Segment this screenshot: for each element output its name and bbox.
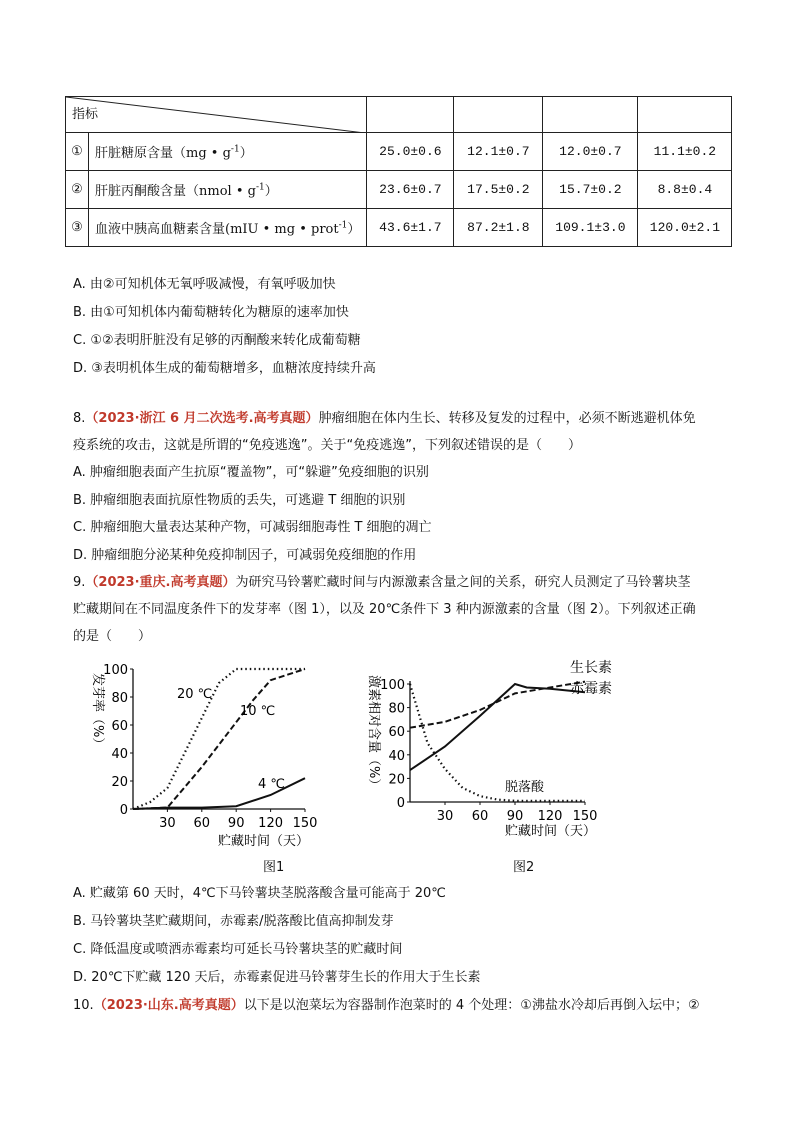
q8-option-b: B. 肿瘤细胞表面抗原性物质的丢失，可逃避 T 细胞的识别	[73, 493, 406, 508]
row-index: ①	[66, 133, 89, 171]
table-header-diagonal-cell	[66, 97, 367, 133]
fig1-label-20c: 20 ℃	[177, 687, 213, 702]
x-tick-label: 90	[506, 809, 524, 824]
cell-value: 12.0±0.7	[543, 133, 638, 171]
fig1-ylabel: 发芽率（%）	[90, 673, 105, 751]
q8-option-c: C. 肿瘤细胞大量表达某种产物，可减弱细胞毒性 T 细胞的凋亡	[73, 520, 432, 535]
table-row	[66, 133, 732, 171]
q7-option-b: B. 由①可知机体内葡萄糖转化为糖原的速率加快	[73, 305, 349, 320]
x-tick-label: 30	[436, 809, 454, 824]
q9-stem-line2: 贮藏期间在不同温度条件下的发芽率（图 1），以及 20℃条件下 3 种内源激素的含量（图 2）。下列叙述正确	[73, 602, 696, 617]
cell-value: 11.1±0.2	[638, 133, 732, 171]
fig2-ylabel: 激素相对含量（%）	[366, 675, 381, 792]
figure-2-chart	[360, 655, 650, 855]
q8-stem-line1	[73, 407, 696, 426]
cell-value: 87.2±1.8	[454, 209, 543, 247]
series-line-2	[410, 684, 585, 770]
y-tick-label: 40	[111, 747, 128, 762]
q10-source: （2023·山东.高考真题）	[93, 998, 244, 1013]
q9-number: 9.	[73, 575, 86, 590]
cell-value: 12.1±0.7	[454, 133, 543, 171]
y-tick-label: 100	[380, 678, 405, 693]
q8-number: 8.	[73, 411, 86, 426]
fig2-xlabel: 贮藏时间（天）	[505, 824, 597, 839]
fig2-label-auxin: 生长素	[570, 660, 612, 676]
row-index: ②	[66, 171, 89, 209]
table-row	[66, 209, 732, 247]
table-header-col4	[638, 97, 732, 133]
y-tick-label: 20	[388, 772, 405, 788]
diagonal-line	[66, 97, 365, 133]
q9-option-b: B. 马铃薯块茎贮藏期间，赤霉素/脱落酸比值高抑制发芽	[73, 914, 394, 929]
fig1-xlabel: 贮藏时间（天）	[218, 834, 310, 849]
y-tick-label: 0	[396, 796, 405, 811]
y-tick-label: 100	[103, 663, 128, 678]
fig2-label-aba: 脱落酸	[505, 780, 545, 795]
fig1-label-10c: 10 ℃	[240, 704, 276, 719]
q8-text1: 肿瘤细胞在体内生长、转移及复发的过程中，必须不断逃避机体免	[318, 411, 696, 426]
x-tick-label: 60	[193, 816, 211, 831]
row-indicator: 肝脏糖原含量（mg • $g^{-1}$）	[89, 133, 367, 171]
table-header-label: 指标	[72, 107, 99, 122]
x-tick-label: 90	[227, 816, 245, 831]
fig1-label-4c: 4 ℃	[258, 777, 286, 792]
row-indicator: 血液中胰高血糖素含量(mIU • mg • prot$^{-1}$）	[89, 209, 367, 247]
cell-value: 43.6±1.7	[367, 209, 454, 247]
cell-value: 8.8±0.4	[638, 171, 732, 209]
q7-option-a: A. 由②可知机体无氧呼吸减慢，有氧呼吸加快	[73, 277, 336, 292]
q10-text1: 以下是以泡菜坛为容器制作泡菜时的 4 个处理：①沸盐水冷却后再倒入坛中；②	[243, 998, 700, 1013]
x-tick-label: 150	[292, 816, 318, 831]
x-tick-label: 120	[537, 809, 563, 824]
data-table	[65, 96, 732, 247]
cell-value: 109.1±3.0	[543, 209, 638, 247]
q9-option-c: C. 降低温度或喷洒赤霉素均可延长马铃薯块茎的贮藏时间	[73, 942, 403, 957]
x-tick-label: 30	[159, 816, 176, 831]
table-header-col1	[367, 97, 454, 133]
cell-value: 25.0±0.6	[367, 133, 454, 171]
q8-source: （2023·浙江 6 月二次选考.高考真题）	[85, 411, 319, 426]
x-tick-label: 150	[572, 809, 598, 824]
y-tick-label: 0	[119, 803, 128, 818]
q8-option-a: A. 肿瘤细胞表面产生抗原“覆盖物”，可“躲避”免疫细胞的识别	[73, 465, 429, 480]
cell-value: 23.6±0.7	[367, 171, 454, 209]
y-tick-label: 60	[111, 719, 128, 734]
y-tick-label: 60	[388, 725, 405, 741]
q8-option-d: D. 肿瘤细胞分泌某种免疫抑制因子，可减弱免疫细胞的作用	[73, 548, 417, 563]
table-header-row	[66, 97, 732, 133]
cell-value: 120.0±2.1	[638, 209, 732, 247]
q8-stem-line2: 疫系统的攻击，这就是所谓的“免疫逃逸”。关于“免疫逃逸”，下列叙述错误的是（ ）	[73, 438, 581, 453]
q10-number: 10.	[73, 998, 94, 1013]
q7-option-c: C. ①②表明肝脏没有足够的丙酮酸来转化成葡萄糖	[73, 333, 361, 348]
figure-1-chart	[80, 655, 320, 855]
table-header-col3	[543, 97, 638, 133]
table-header-col2	[454, 97, 543, 133]
y-tick-label: 80	[388, 701, 405, 717]
fig1-caption: 图1	[263, 860, 285, 875]
q9-source: （2023·重庆.高考真题）	[85, 575, 236, 590]
fig2-label-gibberellin: 赤霉素	[570, 681, 612, 697]
row-indicator: 肝脏丙酮酸含量（nmol • $g^{-1}$）	[89, 171, 367, 209]
x-tick-label: 120	[258, 816, 284, 831]
row-index: ③	[66, 209, 89, 247]
q9-stem-line1	[73, 571, 690, 590]
y-tick-label: 80	[111, 691, 128, 706]
q9-stem-line3: 的是（ ）	[73, 629, 152, 644]
series-line-1	[410, 682, 585, 728]
q9-text1: 为研究马铃薯贮藏时间与内源激素含量之间的关系，研究人员测定了马铃薯块茎	[235, 575, 691, 590]
q7-option-d: D. ③表明机体生成的葡萄糖增多，血糖浓度持续升高	[73, 361, 376, 376]
q9-option-a: A. 贮藏第 60 天时，4℃下马铃薯块茎脱落酸含量可能高于 20℃	[73, 886, 446, 901]
x-tick-label: 60	[471, 809, 489, 824]
q9-option-d: D. 20℃下贮藏 120 天后，赤霉素促进马铃薯芽生长的作用大于生长素	[73, 970, 481, 985]
q10-stem-line1	[73, 994, 700, 1013]
table-row	[66, 171, 732, 209]
y-tick-label: 20	[111, 775, 128, 790]
cell-value: 15.7±0.2	[543, 171, 638, 209]
y-tick-label: 40	[388, 748, 405, 764]
fig2-caption: 图2	[513, 860, 535, 875]
cell-value: 17.5±0.2	[454, 171, 543, 209]
